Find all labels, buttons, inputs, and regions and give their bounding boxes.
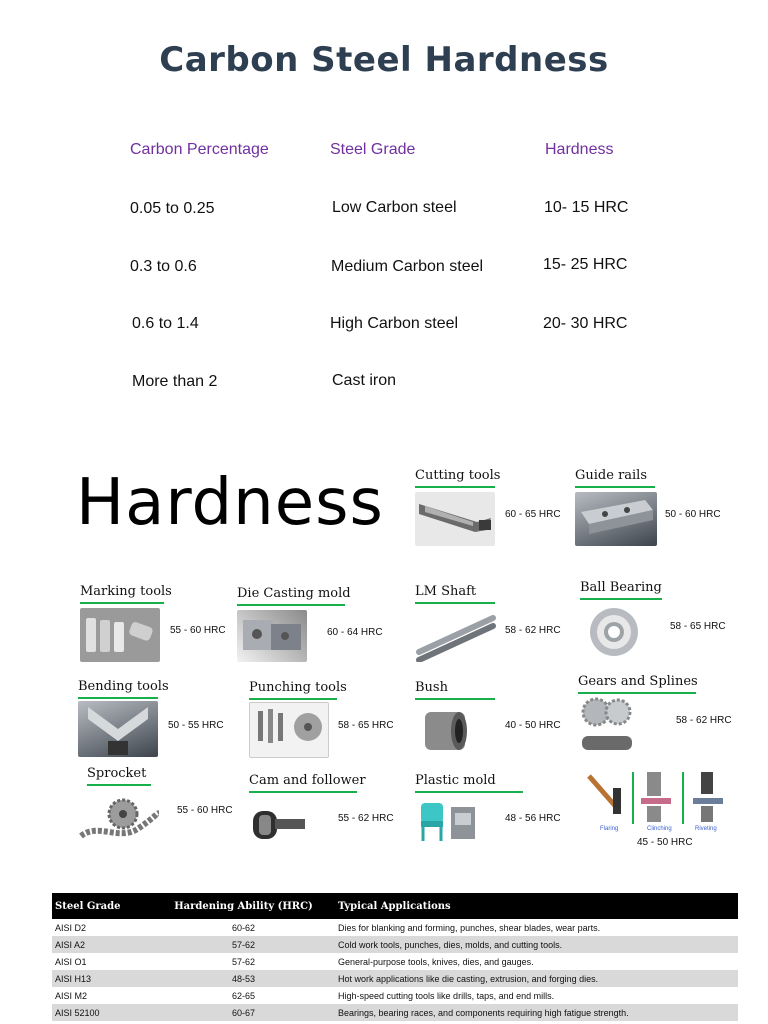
cell-application: Cold work tools, punches, dies, molds, and cutting tools.	[335, 936, 738, 953]
hardness-cell: 15- 25 HRC	[543, 256, 628, 273]
cell-grade: AISI H13	[52, 970, 152, 987]
label-underline	[415, 698, 495, 700]
card-label: Sprocket	[87, 766, 147, 781]
cell-application: General-purpose tools, knives, dies, and gauges.	[338, 956, 534, 967]
col-header: Typical Applications	[335, 893, 738, 919]
carbon-cell: 0.6 to 1.4	[132, 315, 199, 332]
card-hrc: 55 - 62 HRC	[338, 813, 394, 824]
label-underline	[87, 784, 151, 786]
card-label: Cam and follower	[249, 773, 366, 788]
lm-shaft-image	[415, 608, 497, 662]
label-underline	[415, 791, 523, 793]
cell-hrc: 62-65	[231, 990, 256, 1001]
card-die-casting-mold	[237, 586, 387, 666]
gears-image	[578, 696, 638, 758]
card-hrc: 48 - 56 HRC	[505, 813, 561, 824]
grades-table	[52, 893, 738, 1021]
card-guide-rails	[575, 468, 725, 548]
col-header: Hardening Ability (HRC)	[152, 893, 335, 919]
label-underline	[80, 602, 164, 604]
label-underline	[415, 602, 495, 604]
label-underline	[249, 791, 357, 793]
sprocket-image	[79, 792, 159, 850]
card-ball-bearing	[580, 580, 730, 664]
card-gears-splines	[578, 674, 736, 760]
grade-cell: Medium Carbon steel	[331, 258, 484, 275]
label-underline	[237, 604, 345, 606]
card-label: Die Casting mold	[237, 586, 351, 601]
cell-grade: AISI D2	[55, 922, 87, 933]
card-bending-tools	[78, 679, 228, 759]
cell-grade: AISI O1	[55, 956, 87, 967]
card-plastic-mold	[415, 773, 565, 853]
bending-tool-image	[78, 701, 158, 757]
table-row	[52, 919, 738, 936]
caption-clinching: Clinching	[647, 826, 672, 832]
infographic-heading: Hardness	[76, 466, 384, 540]
card-hrc: 55 - 60 HRC	[170, 625, 226, 636]
card-hrc: 58 - 62 HRC	[676, 715, 732, 726]
card-hrc: 58 - 65 HRC	[670, 621, 726, 632]
grade-cell: Cast iron	[332, 372, 397, 389]
card-hrc: 60 - 65 HRC	[505, 509, 561, 520]
card-hrc: 50 - 60 HRC	[665, 509, 721, 520]
guide-rail-image	[575, 492, 657, 546]
cell-application: Hot work applications like die casting, extrusion, and forging dies.	[335, 970, 738, 987]
card-forming-tools	[583, 768, 731, 850]
cell-application: Dies for blanking and forming, punches, shear blades, wear parts.	[338, 922, 601, 933]
carbon-cell: 0.05 to 0.25	[130, 200, 215, 217]
card-punching-tools	[249, 680, 399, 760]
card-hrc: 45 - 50 HRC	[637, 837, 693, 848]
card-lm-shaft	[415, 584, 565, 664]
page-title: Carbon Steel Hardness	[159, 40, 609, 80]
carbon-cell: More than 2	[132, 373, 218, 390]
col-header-hardness: Hardness	[545, 141, 614, 158]
carbon-cell: 0.3 to 0.6	[130, 258, 197, 275]
cutting-tool-image	[415, 492, 495, 546]
cell-grade: AISI A2	[52, 936, 152, 953]
card-label: Ball Bearing	[580, 580, 662, 595]
card-label: Bush	[415, 680, 448, 695]
table-row	[52, 987, 738, 1004]
label-underline	[575, 486, 655, 488]
cell-application: High-speed cutting tools like drills, taps, and end mills.	[338, 990, 555, 1001]
col-header-carbon: Carbon Percentage	[130, 141, 269, 158]
label-underline	[78, 697, 158, 699]
card-label: Marking tools	[80, 584, 172, 599]
card-marking-tools	[80, 584, 230, 664]
card-label: Plastic mold	[415, 773, 496, 788]
hardness-cell: 20- 30 HRC	[543, 315, 628, 332]
card-hrc: 60 - 64 HRC	[327, 627, 383, 638]
ball-bearing-image	[586, 604, 642, 660]
card-hrc: 40 - 50 HRC	[505, 720, 561, 731]
table-header-row	[52, 893, 738, 919]
cell-hrc: 57-62	[231, 956, 256, 967]
cell-grade: AISI 52100	[52, 1004, 152, 1021]
grade-cell: Low Carbon steel	[332, 199, 457, 216]
card-label: Guide rails	[575, 468, 648, 483]
caption-riveting: Riveting	[695, 826, 717, 832]
col-header: Steel Grade	[52, 893, 152, 919]
col-header-grade: Steel Grade	[330, 141, 416, 158]
cell-hrc: 60-62	[231, 922, 256, 933]
label-underline	[580, 598, 662, 600]
card-hrc: 58 - 62 HRC	[505, 625, 561, 636]
bush-image	[419, 704, 473, 756]
punching-tool-image	[249, 702, 329, 758]
plastic-mold-image	[415, 797, 479, 845]
forming-tools-image	[583, 768, 731, 826]
card-hrc: 58 - 65 HRC	[338, 720, 394, 731]
grade-cell: High Carbon steel	[330, 315, 459, 332]
card-sprocket	[79, 766, 239, 852]
cell-application: Bearings, bearing races, and components requiring high fatigue strength.	[335, 1004, 738, 1021]
card-label: Cutting tools	[415, 468, 501, 483]
cell-hrc: 60-67	[152, 1004, 335, 1021]
card-cam-follower	[249, 773, 399, 853]
label-underline	[249, 698, 337, 700]
label-underline	[578, 692, 696, 694]
marking-tool-image	[80, 608, 160, 662]
card-hrc: 55 - 60 HRC	[177, 805, 233, 816]
card-hrc: 50 - 55 HRC	[168, 720, 224, 731]
hardness-cell: 10- 15 HRC	[544, 199, 629, 216]
card-label: LM Shaft	[415, 584, 477, 599]
table-row	[52, 953, 738, 970]
caption-flaring: Flaring	[600, 826, 619, 832]
cell-hrc: 48-53	[152, 970, 335, 987]
card-label: Gears and Splines	[578, 674, 698, 689]
cell-grade: AISI M2	[55, 990, 88, 1001]
card-label: Punching tools	[249, 680, 347, 695]
card-cutting-tools	[415, 468, 565, 548]
die-casting-mold-image	[237, 610, 307, 662]
cell-hrc: 57-62	[152, 936, 335, 953]
cam-follower-image	[249, 799, 313, 849]
table-row	[52, 970, 738, 987]
label-underline	[415, 486, 495, 488]
card-label: Bending tools	[78, 679, 169, 694]
table-row	[52, 1004, 738, 1021]
card-bush	[415, 680, 565, 760]
table-row	[52, 936, 738, 953]
